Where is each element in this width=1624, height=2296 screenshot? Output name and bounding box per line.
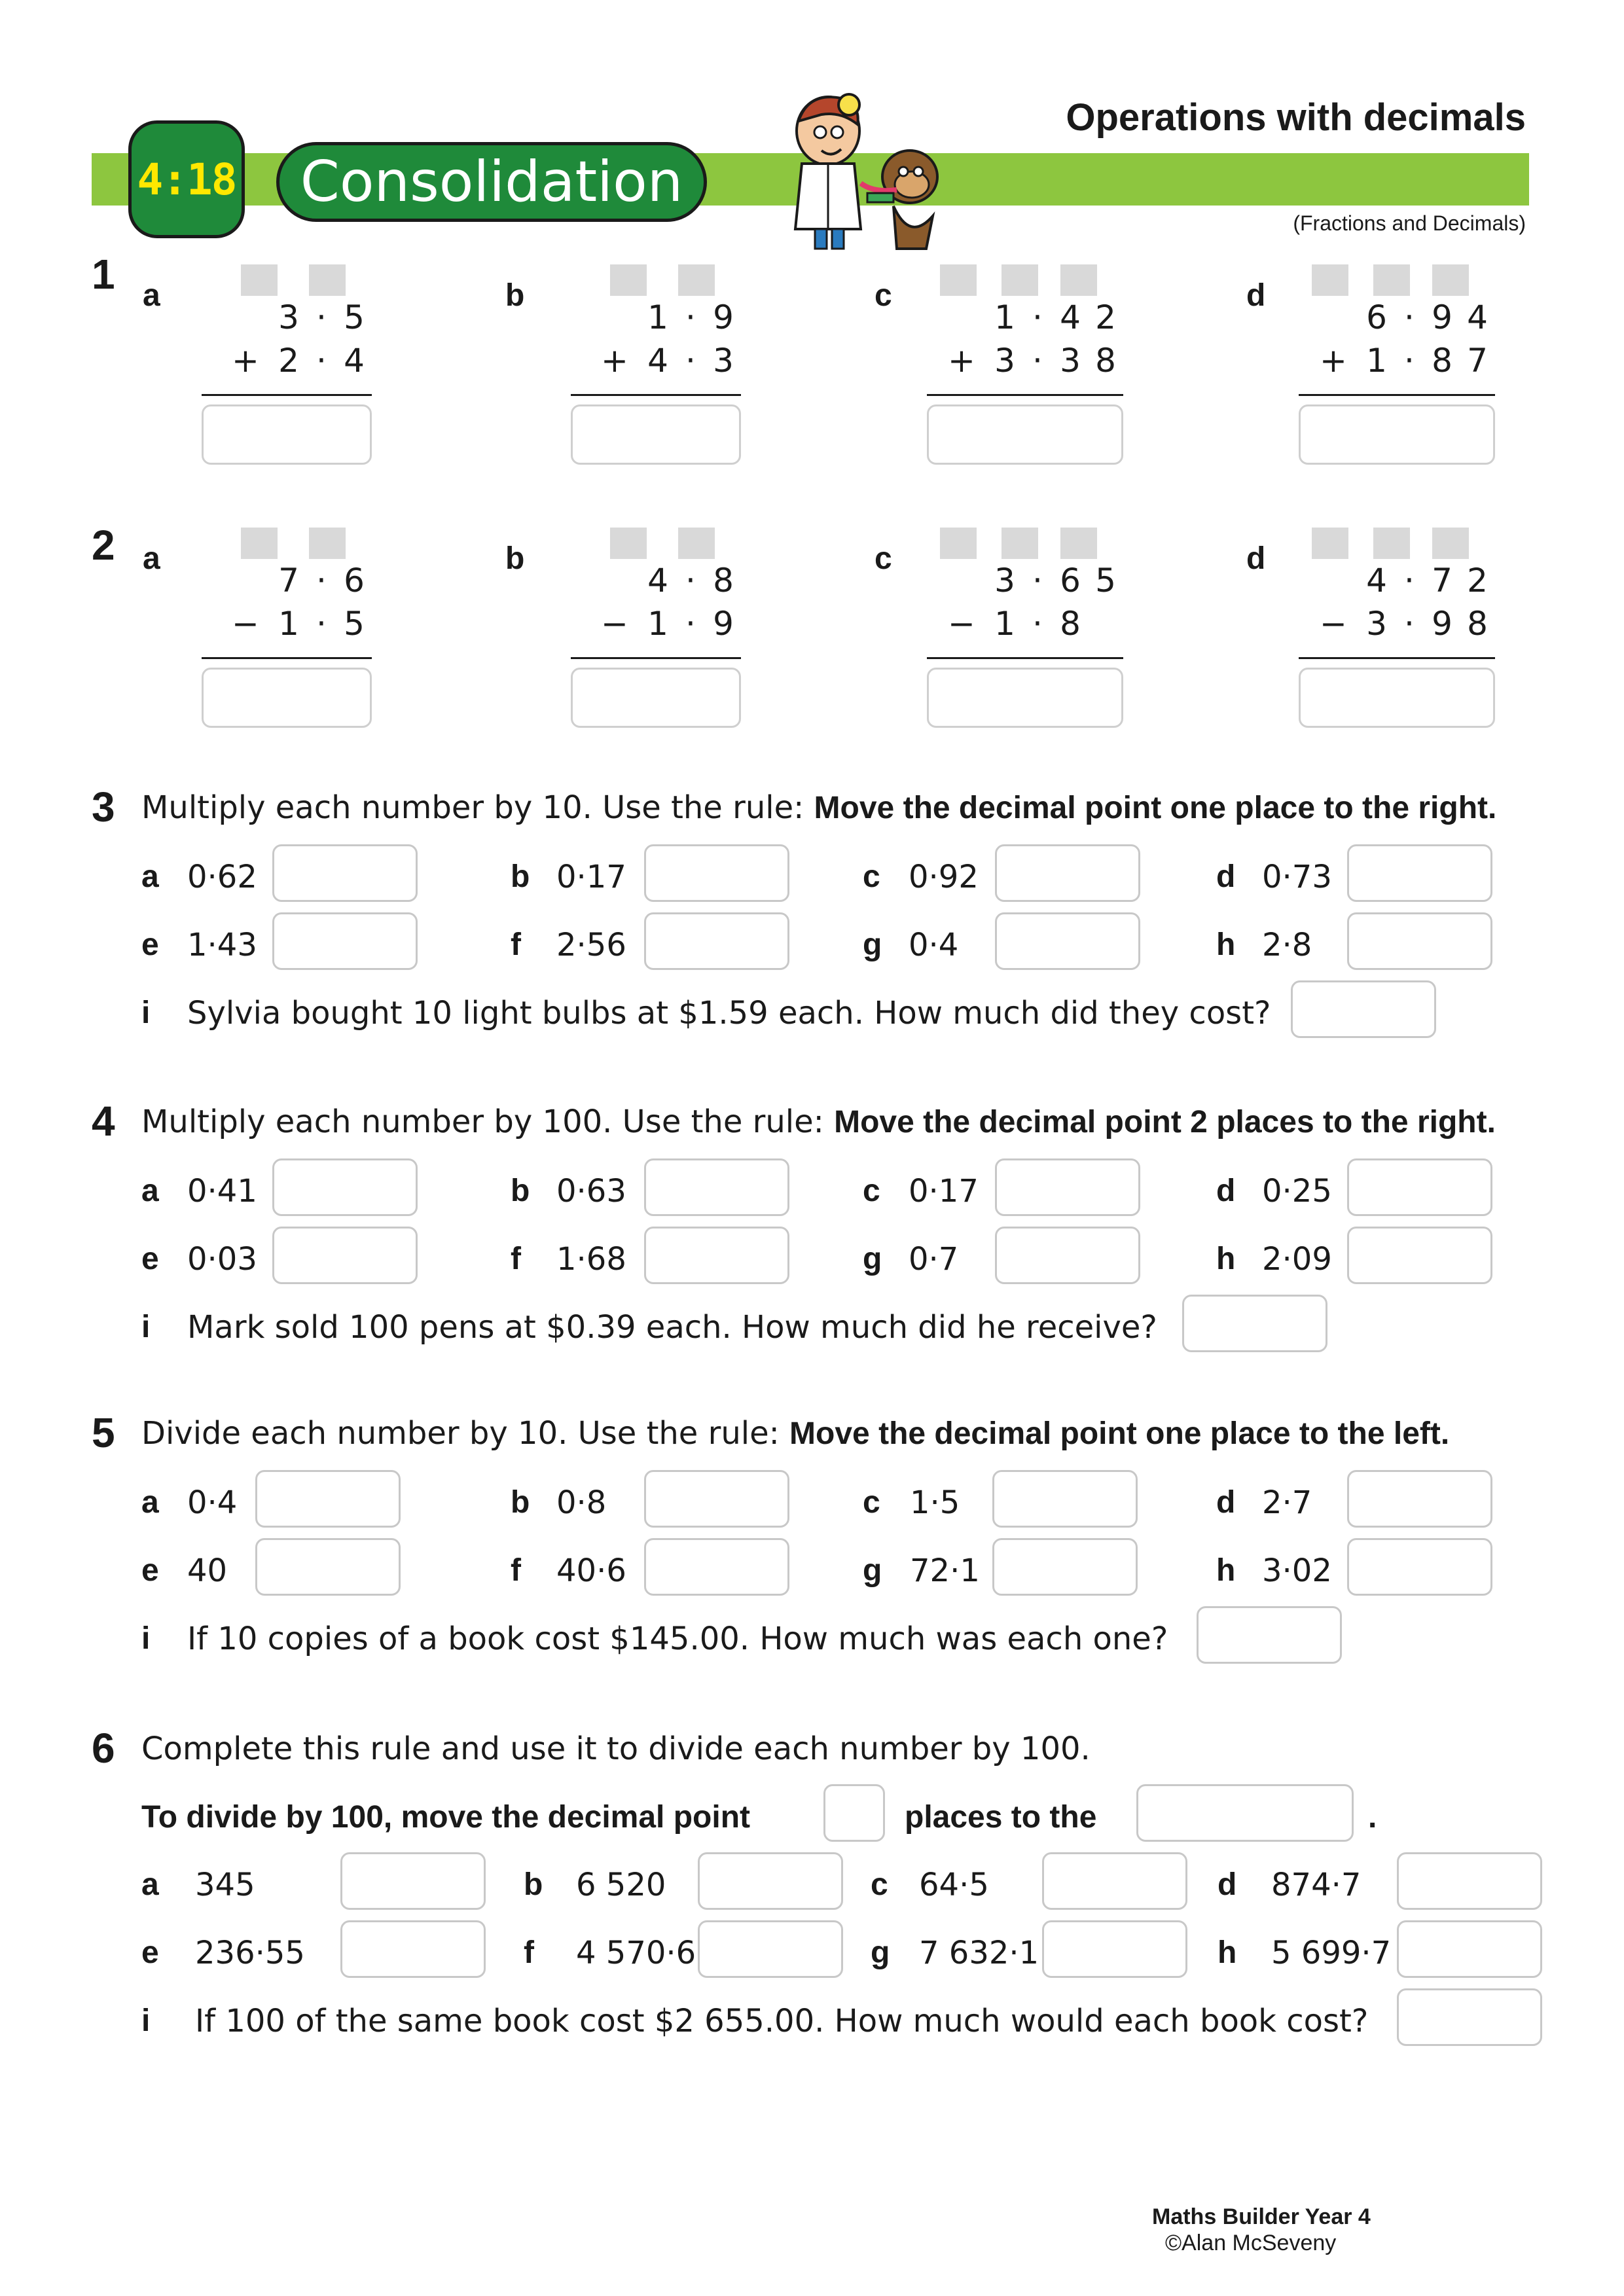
- sum-line: [571, 657, 741, 659]
- decimal-point: ·: [1404, 298, 1415, 336]
- answer-box[interactable]: [340, 1920, 486, 1978]
- answer-box[interactable]: [644, 912, 789, 970]
- item-label: g: [871, 1935, 890, 1970]
- second-number: [1320, 605, 1495, 643]
- answer-box[interactable]: [255, 1538, 401, 1596]
- sum-line: [571, 394, 741, 396]
- decimal-point: ·: [685, 298, 696, 336]
- item-value: 64·5: [919, 1867, 989, 1903]
- item-label: b: [511, 859, 530, 894]
- answer-box[interactable]: [995, 1158, 1140, 1216]
- answer-box[interactable]: [927, 404, 1123, 465]
- item-label: e: [141, 927, 159, 962]
- digit: 4: [647, 342, 668, 380]
- first-number: [271, 298, 372, 336]
- digit: 7: [1432, 562, 1453, 600]
- word-problem-answer-box[interactable]: [1197, 1606, 1342, 1664]
- question-3-instruction: Multiply each number by 10. Use the rule: Move the decimal point one place to the right.: [141, 789, 1497, 826]
- digit: 3: [1060, 342, 1081, 380]
- answer-box[interactable]: [1347, 912, 1492, 970]
- answer-box[interactable]: [202, 404, 372, 465]
- operator-sign: +: [1320, 342, 1347, 380]
- column-sum: [202, 528, 372, 750]
- item-value: 3·02: [1262, 1552, 1332, 1589]
- word-problem-text: Sylvia bought 10 light bulbs at $1.59 each. How much did they cost?: [187, 995, 1271, 1031]
- item-value: 0·73: [1262, 859, 1332, 895]
- sum-line: [1299, 394, 1495, 396]
- item-label: a: [141, 1867, 159, 1902]
- first-number: [987, 562, 1123, 600]
- answer-box[interactable]: [992, 1538, 1138, 1596]
- digit: 2: [278, 342, 299, 380]
- carry-cell[interactable]: [241, 264, 278, 296]
- carry-cell[interactable]: [1060, 528, 1097, 559]
- item-value: 874·7: [1271, 1867, 1362, 1903]
- column-sum: [1299, 264, 1495, 487]
- answer-box[interactable]: [1397, 1852, 1542, 1910]
- item-value: 2·09: [1262, 1241, 1332, 1278]
- carry-cell[interactable]: [309, 528, 346, 559]
- page-title: Consolidation: [276, 142, 707, 222]
- answer-box[interactable]: [272, 1227, 418, 1284]
- part-label: d: [1246, 541, 1266, 576]
- column-sum: [927, 264, 1123, 487]
- question-number: 3: [92, 783, 115, 831]
- item-value: 0·4: [909, 927, 959, 963]
- digit: 9: [1432, 605, 1453, 643]
- answer-box[interactable]: [995, 1227, 1140, 1284]
- rule-direction-input[interactable]: [1136, 1784, 1354, 1842]
- question-5-instruction: Divide each number by 10. Use the rule: Move the decimal point one place to the left.: [141, 1415, 1450, 1452]
- answer-box[interactable]: [1347, 1227, 1492, 1284]
- first-number: [640, 298, 741, 336]
- item-label: f: [511, 1553, 521, 1588]
- answer-box[interactable]: [1347, 1538, 1492, 1596]
- cartoon-characters-illustration: [769, 85, 959, 255]
- digit: 5: [344, 605, 365, 643]
- item-value: 0·03: [187, 1241, 257, 1278]
- digit: 2: [1095, 298, 1116, 336]
- decimal-point: ·: [1404, 605, 1415, 643]
- digit: 1: [647, 298, 668, 336]
- digit: 7: [1467, 342, 1488, 380]
- digit: 3: [278, 298, 299, 336]
- item-value: 1·43: [187, 927, 257, 963]
- item-value: 0·41: [187, 1173, 257, 1210]
- item-label: b: [511, 1485, 530, 1520]
- digit: 9: [713, 298, 734, 336]
- answer-box[interactable]: [1299, 668, 1495, 728]
- item-label: i: [141, 1310, 151, 1344]
- item-value: 6 520: [576, 1867, 666, 1903]
- word-problem-answer-box[interactable]: [1291, 980, 1436, 1038]
- answer-box[interactable]: [698, 1920, 843, 1978]
- digit: 4: [1060, 298, 1081, 336]
- question-6-rule-start: To divide by 100, move the decimal point: [141, 1800, 750, 1835]
- answer-box[interactable]: [340, 1852, 486, 1910]
- topic-subheading: (Fractions and Decimals): [1293, 211, 1526, 235]
- item-label: h: [1216, 1242, 1236, 1276]
- carry-cell[interactable]: [1373, 528, 1410, 559]
- question-4-rule: Move the decimal point 2 places to the right.: [834, 1105, 1496, 1139]
- part-label: d: [1246, 278, 1266, 313]
- sum-line: [1299, 657, 1495, 659]
- part-label: a: [143, 278, 160, 313]
- topic-heading: Operations with decimals: [1066, 96, 1526, 139]
- digit: 8: [1467, 605, 1488, 643]
- item-label: i: [141, 996, 151, 1030]
- carry-cell[interactable]: [1312, 264, 1348, 296]
- item-value: 1·68: [556, 1241, 626, 1278]
- decimal-point: ·: [1032, 562, 1043, 600]
- item-label: a: [141, 859, 159, 894]
- item-value: 0·8: [556, 1484, 607, 1521]
- answer-box[interactable]: [255, 1470, 401, 1528]
- part-label: b: [505, 278, 525, 313]
- item-value: 0·63: [556, 1173, 626, 1210]
- item-value: 0·17: [909, 1173, 979, 1210]
- operator-sign: −: [601, 605, 628, 643]
- sum-line: [927, 657, 1123, 659]
- decimal-point: ·: [316, 298, 327, 336]
- answer-box[interactable]: [995, 912, 1140, 970]
- part-label: a: [143, 541, 160, 576]
- question-number: 4: [92, 1098, 115, 1145]
- decimal-point: ·: [316, 562, 327, 600]
- word-problem-text: If 10 copies of a book cost $145.00. How much was each one?: [187, 1621, 1168, 1657]
- carry-cell[interactable]: [1312, 528, 1348, 559]
- digit: 2: [1467, 562, 1488, 600]
- carry-cell[interactable]: [1432, 264, 1469, 296]
- item-label: a: [141, 1485, 159, 1520]
- second-number: [232, 605, 372, 643]
- carry-cell[interactable]: [1001, 264, 1038, 296]
- item-value: 7 632·1: [919, 1935, 1039, 1971]
- digit: 9: [713, 605, 734, 643]
- item-value: 236·55: [195, 1935, 305, 1971]
- column-sum: [571, 264, 741, 487]
- answer-box[interactable]: [1042, 1852, 1187, 1910]
- answer-box[interactable]: [992, 1470, 1138, 1528]
- item-label: e: [141, 1242, 159, 1276]
- first-number: [1359, 298, 1495, 336]
- digit: 1: [1366, 342, 1387, 380]
- digit: 8: [713, 562, 734, 600]
- answer-box[interactable]: [1347, 1470, 1492, 1528]
- question-number: 2: [92, 522, 115, 569]
- decimal-point: ·: [316, 605, 327, 643]
- item-value: 0·92: [909, 859, 979, 895]
- item-label: d: [1216, 1485, 1236, 1520]
- footer-book-title: Maths Builder Year 4: [1152, 2204, 1371, 2229]
- first-number: [271, 562, 372, 600]
- item-value: 0·62: [187, 859, 257, 895]
- carry-cell[interactable]: [610, 264, 647, 296]
- sum-line: [202, 657, 372, 659]
- digit: 4: [344, 342, 365, 380]
- digit: 6: [344, 562, 365, 600]
- item-label: d: [1216, 1174, 1236, 1208]
- answer-box[interactable]: [995, 844, 1140, 902]
- answer-box[interactable]: [571, 404, 741, 465]
- digit: 6: [1366, 298, 1387, 336]
- carry-cell[interactable]: [309, 264, 346, 296]
- column-sum: [927, 528, 1123, 750]
- decimal-point: ·: [1032, 298, 1043, 336]
- digit: 1: [994, 298, 1015, 336]
- answer-box[interactable]: [272, 1158, 418, 1216]
- operator-sign: +: [948, 342, 975, 380]
- answer-box[interactable]: [644, 844, 789, 902]
- item-label: g: [863, 1553, 882, 1588]
- item-label: d: [1218, 1867, 1237, 1902]
- word-problem-text: If 100 of the same book cost $2 655.00. How much would each book cost?: [195, 2003, 1369, 2039]
- decimal-point: ·: [1032, 342, 1043, 380]
- column-sum: [202, 264, 372, 487]
- word-problem-text: Mark sold 100 pens at $0.39 each. How much did he receive?: [187, 1309, 1157, 1346]
- digit: 3: [994, 342, 1015, 380]
- first-number: [640, 562, 741, 600]
- item-label: b: [524, 1867, 543, 1902]
- question-6-instruction: Complete this rule and use it to divide each number by 100.: [141, 1731, 1091, 1767]
- digit: 8: [1432, 342, 1453, 380]
- question-3-rule: Move the decimal point one place to the right.: [814, 791, 1497, 825]
- question-4-instruction: Multiply each number by 100. Use the rule: Move the decimal point 2 places to the right.: [141, 1103, 1496, 1140]
- item-value: 40·6: [556, 1552, 626, 1589]
- item-label: f: [524, 1935, 534, 1970]
- second-number: [232, 342, 372, 380]
- carry-cell[interactable]: [940, 264, 977, 296]
- sum-line: [927, 394, 1123, 396]
- item-label: i: [141, 2003, 151, 2038]
- digit: 1: [647, 605, 668, 643]
- digit: 8: [1060, 605, 1081, 643]
- answer-box[interactable]: [1347, 1158, 1492, 1216]
- item-value: 5 699·7: [1271, 1935, 1392, 1971]
- item-value: 0·4: [187, 1484, 238, 1521]
- question-5-rule: Move the decimal point one place to the left.: [789, 1416, 1450, 1451]
- answer-box[interactable]: [644, 1538, 789, 1596]
- second-number: [948, 342, 1123, 380]
- digit: 9: [1432, 298, 1453, 336]
- operator-sign: −: [948, 605, 975, 643]
- decimal-point: ·: [685, 562, 696, 600]
- answer-box[interactable]: [272, 844, 418, 902]
- answer-box[interactable]: [272, 912, 418, 970]
- part-label: c: [875, 541, 892, 576]
- item-label: h: [1218, 1935, 1237, 1970]
- column-sum: [1299, 528, 1495, 750]
- carry-cell[interactable]: [610, 528, 647, 559]
- answer-box[interactable]: [1347, 844, 1492, 902]
- question-number: 6: [92, 1725, 115, 1772]
- item-label: i: [141, 1621, 151, 1656]
- digit: 4: [647, 562, 668, 600]
- item-label: e: [141, 1553, 159, 1588]
- item-value: 1·5: [910, 1484, 960, 1521]
- question-6-rule-end: .: [1368, 1800, 1377, 1835]
- digit: 6: [1060, 562, 1081, 600]
- second-number: [601, 605, 741, 643]
- decimal-point: ·: [1404, 342, 1415, 380]
- item-label: f: [511, 927, 521, 962]
- carry-cell[interactable]: [678, 264, 715, 296]
- carry-cell[interactable]: [940, 528, 977, 559]
- item-label: b: [511, 1174, 530, 1208]
- page-number-badge: 4:18: [128, 120, 245, 238]
- column-sum: [571, 528, 741, 750]
- item-value: 2·8: [1262, 927, 1312, 963]
- answer-box[interactable]: [644, 1470, 789, 1528]
- word-problem-answer-box[interactable]: [1182, 1295, 1327, 1352]
- item-value: 0·17: [556, 859, 626, 895]
- item-label: g: [863, 927, 882, 962]
- decimal-point: ·: [685, 342, 696, 380]
- decimal-point: ·: [685, 605, 696, 643]
- decimal-point: ·: [1032, 605, 1043, 643]
- digit: 8: [1095, 342, 1116, 380]
- operator-sign: +: [232, 342, 259, 380]
- carry-cell[interactable]: [1432, 528, 1469, 559]
- operator-sign: +: [601, 342, 628, 380]
- operator-sign: −: [232, 605, 259, 643]
- carry-cell[interactable]: [1373, 264, 1410, 296]
- carry-cell[interactable]: [678, 528, 715, 559]
- word-problem-answer-box[interactable]: [1397, 1988, 1542, 2046]
- item-label: g: [863, 1242, 882, 1276]
- part-label: b: [505, 541, 525, 576]
- digit: 3: [713, 342, 734, 380]
- answer-box[interactable]: [1299, 404, 1495, 465]
- digit: 4: [1366, 562, 1387, 600]
- item-value: 4 570·6: [576, 1935, 696, 1971]
- item-label: f: [511, 1242, 521, 1276]
- answer-box[interactable]: [1397, 1920, 1542, 1978]
- item-value: 72·1: [910, 1552, 980, 1589]
- carry-cell[interactable]: [241, 528, 278, 559]
- question-6-rule-mid: places to the: [905, 1800, 1097, 1835]
- item-label: c: [863, 859, 880, 894]
- answer-box[interactable]: [1042, 1920, 1187, 1978]
- item-label: c: [863, 1485, 880, 1520]
- answer-box[interactable]: [644, 1158, 789, 1216]
- answer-box[interactable]: [644, 1227, 789, 1284]
- second-number: [601, 342, 741, 380]
- answer-box[interactable]: [698, 1852, 843, 1910]
- digit: 3: [1366, 605, 1387, 643]
- item-label: d: [1216, 859, 1236, 894]
- rule-places-input[interactable]: [823, 1784, 885, 1842]
- first-number: [1359, 562, 1495, 600]
- item-label: h: [1216, 1553, 1236, 1588]
- operator-sign: −: [1320, 605, 1347, 643]
- item-label: c: [863, 1174, 880, 1208]
- carry-cell[interactable]: [1060, 264, 1097, 296]
- first-number: [987, 298, 1123, 336]
- sum-line: [202, 394, 372, 396]
- answer-box[interactable]: [202, 668, 372, 728]
- footer-copyright: ©Alan McSeveny: [1165, 2231, 1337, 2255]
- digit: 1: [994, 605, 1015, 643]
- part-label: c: [875, 278, 892, 313]
- answer-box[interactable]: [571, 668, 741, 728]
- digit: 4: [1467, 298, 1488, 336]
- item-label: a: [141, 1174, 159, 1208]
- digit: 1: [278, 605, 299, 643]
- digit: 7: [278, 562, 299, 600]
- item-value: 345: [195, 1867, 255, 1903]
- digit: 5: [344, 298, 365, 336]
- question-number: 5: [92, 1409, 115, 1456]
- decimal-point: ·: [1404, 562, 1415, 600]
- decimal-point: ·: [316, 342, 327, 380]
- digit: 3: [994, 562, 1015, 600]
- digit: 5: [1095, 562, 1116, 600]
- item-value: 0·25: [1262, 1173, 1332, 1210]
- second-number: [948, 605, 1123, 643]
- carry-cell[interactable]: [1001, 528, 1038, 559]
- answer-box[interactable]: [927, 668, 1123, 728]
- item-value: 2·56: [556, 927, 626, 963]
- item-value: 2·7: [1262, 1484, 1312, 1521]
- item-label: c: [871, 1867, 888, 1902]
- second-number: [1320, 342, 1495, 380]
- item-value: 0·7: [909, 1241, 959, 1278]
- question-number: 1: [92, 251, 115, 298]
- item-label: e: [141, 1935, 159, 1970]
- item-value: 40: [187, 1552, 228, 1589]
- item-label: h: [1216, 927, 1236, 962]
